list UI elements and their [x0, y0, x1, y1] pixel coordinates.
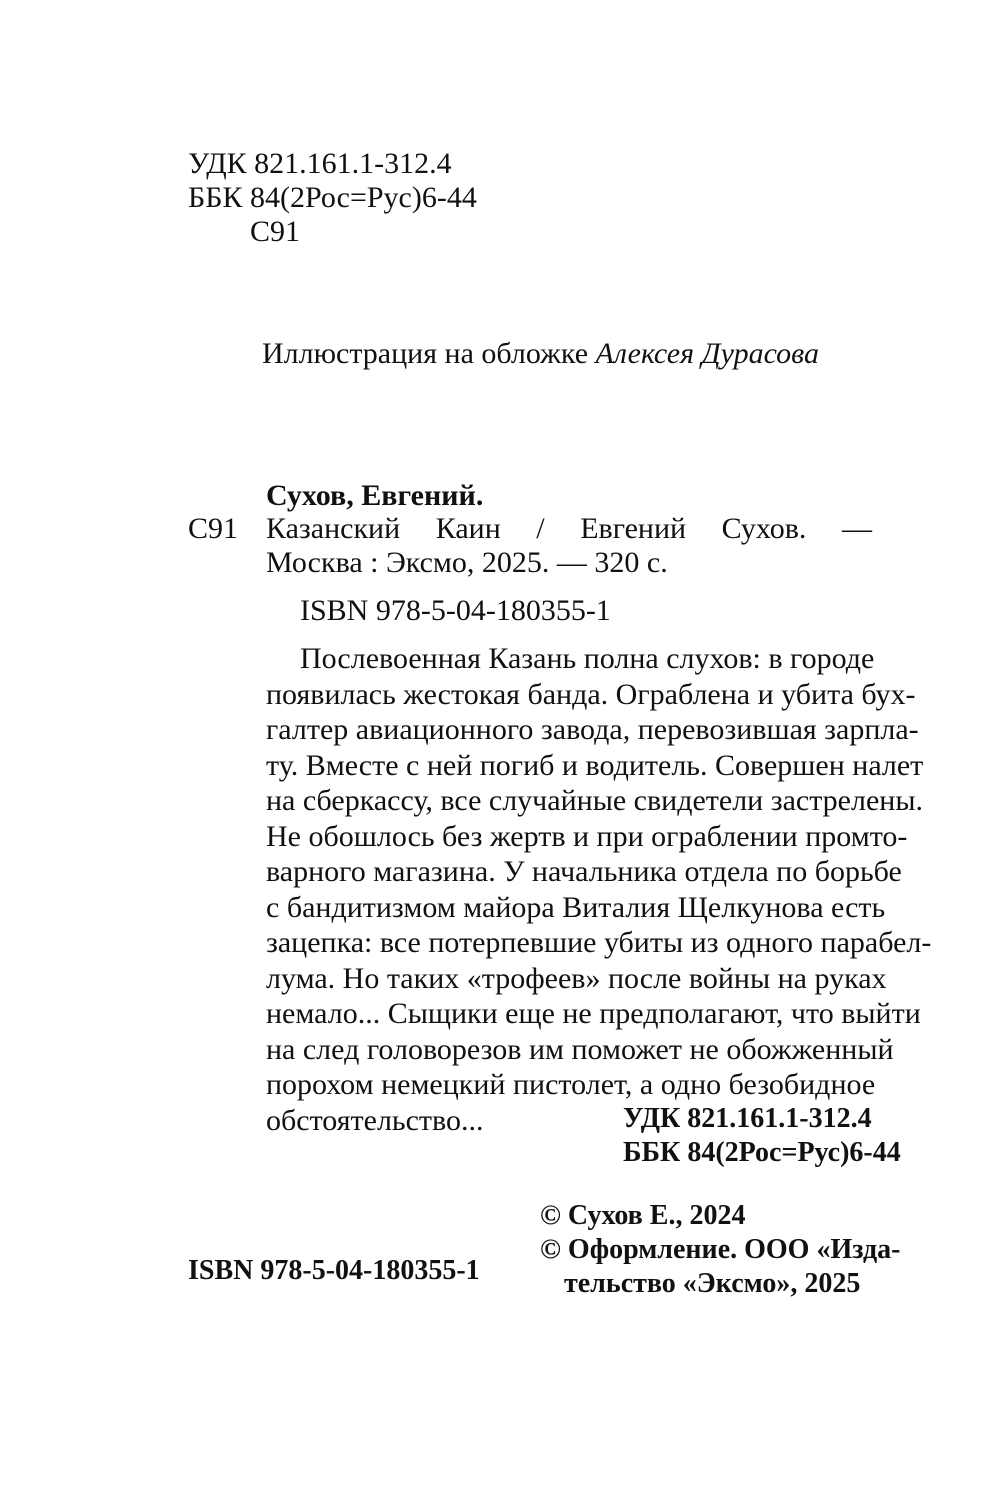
copyright-author: © Сухов Е., 2024 — [540, 1200, 746, 1231]
illustration-artist: Алексея Дурасова — [595, 337, 819, 370]
udk-code: УДК 821.161.1-312.4 — [188, 147, 452, 180]
annotation-line: порохом немецкий пистолет, а одно безобидное — [266, 1068, 876, 1101]
annotation-line: Не обошлось без жертв и при ограблении промто- — [266, 819, 908, 853]
catalog-author: Сухов, Евгений. — [266, 479, 484, 512]
annotation-line: зацепка: все потерпевшие убиты из одного парабел- — [266, 926, 932, 959]
annotation-line: обстоятельство... — [266, 1103, 484, 1137]
annotation-line: на сберкассу, все случайные свидетели застрелены. — [266, 784, 923, 817]
annotation-line: ту. Вместе с ней погиб и водитель. Совершен налет — [266, 748, 924, 782]
annotation-paragraph — [266, 641, 932, 1138]
footer-isbn: ISBN 978-5-04-180355-1 — [188, 1255, 480, 1286]
catalog-code: С91 — [188, 512, 239, 545]
footer-bbk-code: ББК 84(2Рос=Рус)6-44 — [623, 1137, 901, 1168]
annotation-line: на след головорезов им поможет не обожженный — [266, 1032, 894, 1066]
bbk-code: ББК 84(2Рос=Рус)6-44 — [188, 181, 477, 214]
footer-udk-code: УДК 821.161.1-312.4 — [623, 1103, 872, 1134]
annotation-line: появилась жестокая банда. Ограблена и убита бух- — [266, 677, 916, 711]
annotation-line: немало... Сыщики еще не предполагают, что выйти — [266, 997, 921, 1030]
annotation-line: лума. Но таких «трофеев» после войны на руках — [266, 961, 887, 995]
annotation-line: галтер авиационного завода, перевозившая зарпла- — [266, 713, 919, 746]
illustration-credit — [262, 336, 819, 372]
annotation-line: Послевоенная Казань полна слухов: в городе — [300, 642, 875, 675]
copyright-design-line-2: тельство «Эксмо», 2025 — [564, 1268, 861, 1299]
annotation-line: с бандитизмом майора Виталия Щелкунова есть — [266, 890, 886, 924]
illustration-credit-prefix: Иллюстрация на обложке — [262, 337, 596, 370]
author-sign: С91 — [250, 215, 301, 248]
catalog-publisher-line: Москва : Эксмо, 2025. — 320 с. — [266, 546, 668, 579]
copyright-design-line-1: © Оформление. ООО «Изда- — [540, 1234, 901, 1265]
catalog-title-line: Казанский Каин / Евгений Сухов. — — [266, 512, 872, 545]
catalog-isbn: ISBN 978-5-04-180355-1 — [300, 594, 611, 627]
annotation-line: варного магазина. У начальника отдела по борьбе — [266, 855, 902, 888]
